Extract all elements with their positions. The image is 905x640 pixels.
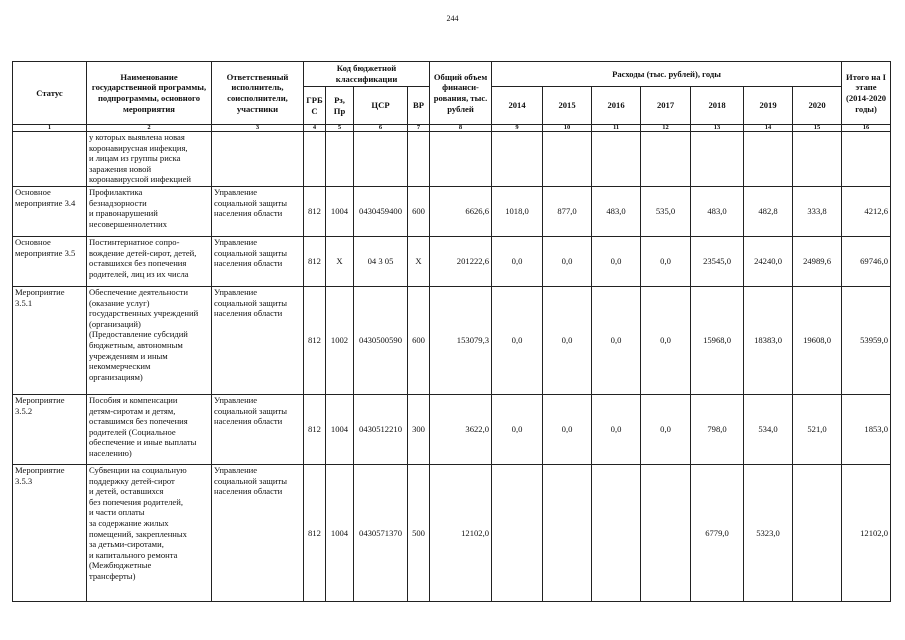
column-number: 2 bbox=[87, 125, 212, 132]
header-year-2018: 2018 bbox=[691, 87, 744, 125]
row-responsible: Управление социальной защиты населения области bbox=[212, 287, 304, 395]
row-csr bbox=[354, 132, 408, 187]
column-number: 16 bbox=[842, 125, 891, 132]
row-2017: 0,0 bbox=[641, 395, 691, 465]
row-2016: 0,0 bbox=[592, 287, 641, 395]
row-2015 bbox=[543, 465, 592, 602]
header-grbs: ГРБ С bbox=[304, 87, 326, 125]
row-responsible: Управление социальной защиты населения области bbox=[212, 395, 304, 465]
row-total: 6626,6 bbox=[430, 187, 492, 237]
row-total: 12102,0 bbox=[430, 465, 492, 602]
row-vr: 600 bbox=[408, 187, 430, 237]
row-2020 bbox=[793, 132, 842, 187]
column-number: 7 bbox=[408, 125, 430, 132]
row-2014 bbox=[492, 132, 543, 187]
row-name: Субвенции на социальную поддержку детей-сирот и детей, оставшихся без попечения родителей, и части оплаты за содержание жилых помещений, закрепленных за детьми-сиротами, и капитального ремонта (Межбюджетные трансферты) bbox=[87, 465, 212, 602]
column-number: 15 bbox=[793, 125, 842, 132]
row-2019: 18383,0 bbox=[744, 287, 793, 395]
column-number: 13 bbox=[691, 125, 744, 132]
row-grbs: 812 bbox=[304, 237, 326, 287]
row-csr: 0430512210 bbox=[354, 395, 408, 465]
row-2019: 482,8 bbox=[744, 187, 793, 237]
row-2014: 0,0 bbox=[492, 237, 543, 287]
row-2019: 24240,0 bbox=[744, 237, 793, 287]
row-total bbox=[430, 132, 492, 187]
header-year-2019: 2019 bbox=[744, 87, 793, 125]
row-2017: 535,0 bbox=[641, 187, 691, 237]
row-2014: 1018,0 bbox=[492, 187, 543, 237]
row-2019: 534,0 bbox=[744, 395, 793, 465]
row-name: Обеспечение деятельности (оказание услуг) государственных учреждений (организаций) (Предоставление субсидий бюджетным, автономным учреждениям и иным некоммерческим организациям) bbox=[87, 287, 212, 395]
row-itogo: 53959,0 bbox=[842, 287, 891, 395]
row-total: 153079,3 bbox=[430, 287, 492, 395]
row-rzpr: 1004 bbox=[326, 465, 354, 602]
row-2020: 24989,6 bbox=[793, 237, 842, 287]
row-2018 bbox=[691, 132, 744, 187]
row-status: Мероприятие 3.5.3 bbox=[13, 465, 87, 602]
row-2018: 23545,0 bbox=[691, 237, 744, 287]
row-2014: 0,0 bbox=[492, 287, 543, 395]
column-number: 4 bbox=[304, 125, 326, 132]
row-status bbox=[13, 132, 87, 187]
table-row bbox=[13, 287, 891, 395]
row-vr: 500 bbox=[408, 465, 430, 602]
row-itogo: 4212,6 bbox=[842, 187, 891, 237]
header-status: Статус bbox=[13, 62, 87, 125]
header-vr: ВР bbox=[408, 87, 430, 125]
column-number: 5 bbox=[326, 125, 354, 132]
table-row bbox=[13, 132, 891, 187]
row-responsible: Управление социальной защиты населения области bbox=[212, 187, 304, 237]
row-2019 bbox=[744, 132, 793, 187]
row-csr: 0430459400 bbox=[354, 187, 408, 237]
row-vr: X bbox=[408, 237, 430, 287]
row-2016: 0,0 bbox=[592, 237, 641, 287]
table-body bbox=[13, 132, 891, 602]
row-name: Профилактика безнадзорности и правонарушений несовершеннолетних bbox=[87, 187, 212, 237]
row-rzpr: X bbox=[326, 237, 354, 287]
row-status: Основное мероприятие 3.4 bbox=[13, 187, 87, 237]
row-total: 3622,0 bbox=[430, 395, 492, 465]
header-expenses: Расходы (тыс. рублей), годы bbox=[492, 62, 842, 87]
row-csr: 04 3 05 bbox=[354, 237, 408, 287]
row-2014: 0,0 bbox=[492, 395, 543, 465]
table-row bbox=[13, 187, 891, 237]
row-grbs bbox=[304, 132, 326, 187]
row-name: у которых выявлена новая коронавирусная инфекция, и лицам из группы риска заражения новой коронавирусной инфекцией bbox=[87, 132, 212, 187]
row-status: Мероприятие 3.5.1 bbox=[13, 287, 87, 395]
row-itogo: 69746,0 bbox=[842, 237, 891, 287]
row-rzpr: 1002 bbox=[326, 287, 354, 395]
row-2015: 877,0 bbox=[543, 187, 592, 237]
row-2017: 0,0 bbox=[641, 287, 691, 395]
row-2017 bbox=[641, 465, 691, 602]
row-2018: 15968,0 bbox=[691, 287, 744, 395]
column-number: 1 bbox=[13, 125, 87, 132]
row-2017: 0,0 bbox=[641, 237, 691, 287]
row-2016: 483,0 bbox=[592, 187, 641, 237]
table-row bbox=[13, 237, 891, 287]
column-number-row bbox=[13, 125, 891, 132]
row-itogo bbox=[842, 132, 891, 187]
column-number: 11 bbox=[592, 125, 641, 132]
row-2018: 798,0 bbox=[691, 395, 744, 465]
row-grbs: 812 bbox=[304, 465, 326, 602]
row-2020 bbox=[793, 465, 842, 602]
header-csr: ЦСР bbox=[354, 87, 408, 125]
row-status: Основное мероприятие 3.5 bbox=[13, 237, 87, 287]
header-year-2015: 2015 bbox=[543, 87, 592, 125]
header-year-2020: 2020 bbox=[793, 87, 842, 125]
row-grbs: 812 bbox=[304, 395, 326, 465]
row-grbs: 812 bbox=[304, 287, 326, 395]
row-2019: 5323,0 bbox=[744, 465, 793, 602]
header-year-2014: 2014 bbox=[492, 87, 543, 125]
row-2014 bbox=[492, 465, 543, 602]
row-2015: 0,0 bbox=[543, 287, 592, 395]
row-csr: 0430571370 bbox=[354, 465, 408, 602]
column-number: 12 bbox=[641, 125, 691, 132]
row-name: Постинтернатное сопро- вождение детей-сирот, детей, оставшихся без попечения родителей, лиц из их числа bbox=[87, 237, 212, 287]
row-responsible bbox=[212, 132, 304, 187]
row-itogo: 1853,0 bbox=[842, 395, 891, 465]
table-row bbox=[13, 395, 891, 465]
header-itogo: Итого на I этапе (2014-2020 годы) bbox=[842, 62, 891, 125]
row-2018: 483,0 bbox=[691, 187, 744, 237]
row-csr: 0430500590 bbox=[354, 287, 408, 395]
row-rzpr: 1004 bbox=[326, 395, 354, 465]
page-number: 244 bbox=[446, 14, 459, 23]
row-responsible: Управление социальной защиты населения области bbox=[212, 465, 304, 602]
column-number: 14 bbox=[744, 125, 793, 132]
row-status: Мероприятие 3.5.2 bbox=[13, 395, 87, 465]
row-total: 201222,6 bbox=[430, 237, 492, 287]
column-number: 3 bbox=[212, 125, 304, 132]
column-number: 10 bbox=[543, 125, 592, 132]
table-row bbox=[13, 465, 891, 602]
row-grbs: 812 bbox=[304, 187, 326, 237]
column-number: 9 bbox=[492, 125, 543, 132]
header-year-2017: 2017 bbox=[641, 87, 691, 125]
row-2017 bbox=[641, 132, 691, 187]
row-2016 bbox=[592, 465, 641, 602]
header-budget-code: Код бюджетной классификации bbox=[304, 62, 430, 87]
row-2015: 0,0 bbox=[543, 237, 592, 287]
row-vr bbox=[408, 132, 430, 187]
row-2020: 333,8 bbox=[793, 187, 842, 237]
row-rzpr: 1004 bbox=[326, 187, 354, 237]
header-responsible: Ответственный исполнитель, соисполнители, участники bbox=[212, 62, 304, 125]
row-2018: 6779,0 bbox=[691, 465, 744, 602]
row-2016: 0,0 bbox=[592, 395, 641, 465]
row-2015 bbox=[543, 132, 592, 187]
row-2020: 521,0 bbox=[793, 395, 842, 465]
row-2020: 19608,0 bbox=[793, 287, 842, 395]
header-total-volume: Общий объем финанси- рования, тыс. рублей bbox=[430, 62, 492, 125]
header-program-name: Наименование государственной программы, подпрограммы, основного мероприятия bbox=[87, 62, 212, 125]
header-rzpr: Рз, Пр bbox=[326, 87, 354, 125]
row-rzpr bbox=[326, 132, 354, 187]
row-2016 bbox=[592, 132, 641, 187]
row-vr: 600 bbox=[408, 287, 430, 395]
row-name: Пособия и компенсации детям-сиротам и детям, оставшимся без попечения родителей (Социальное обеспечение и иные выплаты населению) bbox=[87, 395, 212, 465]
column-number: 8 bbox=[430, 125, 492, 132]
row-2015: 0,0 bbox=[543, 395, 592, 465]
row-vr: 300 bbox=[408, 395, 430, 465]
row-responsible: Управление социальной защиты населения области bbox=[212, 237, 304, 287]
column-number: 6 bbox=[354, 125, 408, 132]
budget-table bbox=[12, 61, 891, 602]
row-itogo: 12102,0 bbox=[842, 465, 891, 602]
header-year-2016: 2016 bbox=[592, 87, 641, 125]
